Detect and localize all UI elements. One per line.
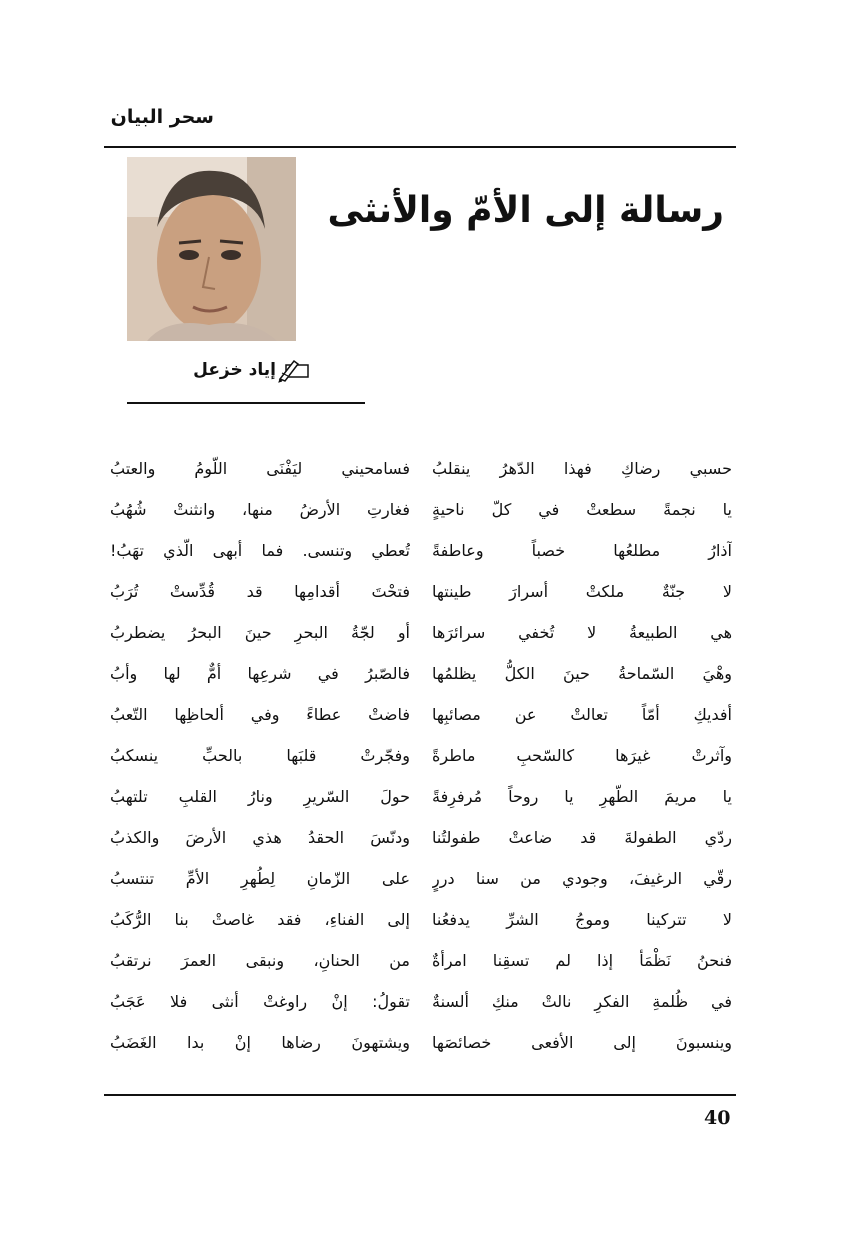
verse-second-hemistich: تُعطي وتنسى. فما أبهى الّذي تهَبُ!	[110, 541, 410, 560]
poem-title: رسالة إلى الأمّ والأنثى	[327, 190, 724, 231]
verse-line	[0, 905, 844, 935]
verse-line	[0, 741, 844, 771]
verse-line	[0, 618, 844, 648]
verse-second-hemistich: أو لجّةُ البحرِ حينَ البحرُ يضطربُ	[110, 623, 410, 642]
verse-first-hemistich: يا نجمةً سطعتْ في كلّ ناحيةٍ	[432, 500, 732, 519]
section-title: سحر البيان	[110, 106, 214, 128]
verse-line	[0, 659, 844, 689]
verse-line	[0, 864, 844, 894]
verse-first-hemistich: ردّي الطفولةَ قد ضاعتْ طفولتُنا	[432, 828, 732, 847]
verse-first-hemistich: وهْيَ السّماحةُ حينَ الكلُّ يظلمُها	[432, 664, 732, 683]
verse-line	[0, 1028, 844, 1058]
verse-first-hemistich: وآثرتْ غيرَها كالسّحبِ ماطرةً	[432, 746, 732, 765]
verse-first-hemistich: أفديكِ أمّاً تعالتْ عن مصائبِها	[432, 705, 732, 724]
verse-line	[0, 577, 844, 607]
author-photo	[127, 157, 296, 341]
verse-first-hemistich: لا تتركينا وموجُ الشرِّ يدفعُنا	[432, 910, 732, 929]
verse-first-hemistich: آذارُ مطلعُها خصباً وعاطفةً	[432, 541, 732, 560]
verse-first-hemistich: لا جنّةٌ ملكتْ أسرارَ طينتها	[432, 582, 732, 601]
page-number: 40	[704, 1107, 731, 1129]
footer-divider	[104, 1094, 736, 1096]
verse-first-hemistich: وينسبونَ إلى الأفعى خصائصَها	[432, 1033, 732, 1052]
verse-line	[0, 782, 844, 812]
verse-second-hemistich: فاضتْ عطاءً وفي ألحاظِها التّعبُ	[110, 705, 410, 724]
verse-first-hemistich: في ظُلمةِ الفكرِ نالتْ منكِ ألسنةٌ	[432, 992, 732, 1011]
verse-line	[0, 495, 844, 525]
verse-second-hemistich: فالصّبرُ في شرعِها أمٌّ لها وأبُ	[110, 664, 410, 683]
author-byline	[180, 352, 320, 388]
verse-first-hemistich: يا مريمَ الطّهرِ يا روحاً مُرفرِفةً	[432, 787, 732, 806]
verse-line	[0, 987, 844, 1017]
verse-first-hemistich: فنحنُ نَظْمَأ إذا لم تسقِنا امرأةٌ	[432, 951, 732, 970]
verse-second-hemistich: وفجّرتْ قلبَها بالحبِّ ينسكبُ	[110, 746, 410, 765]
verse-first-hemistich: حسبي رضاكِ فهذا الدّهرُ ينقلبُ	[432, 459, 732, 478]
verse-line	[0, 700, 844, 730]
author-divider	[127, 402, 365, 404]
verse-first-hemistich: رقّي الرغيفَ، وجودي من سنا دررٍ	[432, 869, 732, 888]
verse-line	[0, 536, 844, 566]
verse-second-hemistich: فسامحيني ليَفْنَى اللّومُ والعتبُ	[110, 459, 410, 478]
verse-second-hemistich: ودنّسَ الحقدُ هذي الأرضَ والكذبُ	[110, 828, 410, 847]
header-divider	[104, 146, 736, 148]
verse-second-hemistich: فغارتِ الأرضُ منها، وانثنتْ شُهُبُ	[110, 500, 410, 519]
verse-second-hemistich: ويشتهونَ رضاها إنْ بدا الغَضَبُ	[110, 1033, 410, 1052]
verse-second-hemistich: تقولُ: إنْ راوغتْ أنثى فلا عَجَبُ	[110, 992, 410, 1011]
verse-second-hemistich: حولَ السّريرِ ونارُ القلبِ تلتهبُ	[110, 787, 410, 806]
author-name: إياد خزعل	[193, 360, 276, 380]
verse-line	[0, 454, 844, 484]
pen-writing-icon	[276, 357, 312, 383]
verse-second-hemistich: إلى الفناءِ، فقد غاصتْ بنا الرُّكَبُ	[110, 910, 410, 929]
verse-second-hemistich: فتحْتَ أقدامِها قد قُدِّستْ تُرَبُ	[110, 582, 410, 601]
verse-second-hemistich: من الحنانِ، ونبقى العمرَ نرتقبُ	[110, 951, 410, 970]
verse-first-hemistich: هي الطبيعةُ لا تُخفي سرائرَها	[432, 623, 732, 642]
verse-second-hemistich: على الزّمانِ لِطُهرِ الأمِّ تنتسبُ	[110, 869, 410, 888]
verse-line	[0, 946, 844, 976]
verse-line	[0, 823, 844, 853]
